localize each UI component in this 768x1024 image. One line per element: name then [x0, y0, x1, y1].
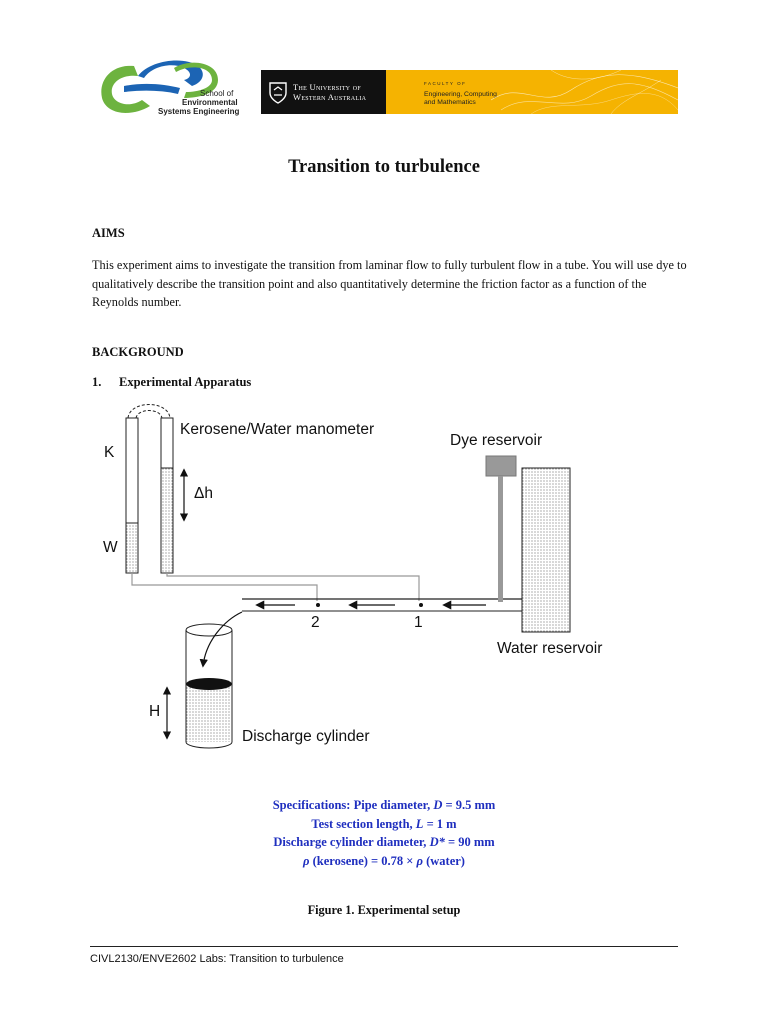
aims-paragraph: This experiment aims to investigate the transition from laminar flow to fully turbulent flow in a tube. You will use dye to qualitatively describe the transition point and also quantitatively determine the friction factor as a function of the Reynolds number.: [92, 258, 687, 309]
spec2-text-a: Test section length,: [311, 817, 416, 831]
subsection-title: Experimental Apparatus: [119, 375, 252, 389]
manometer-connections: [132, 573, 419, 601]
spec4-text-b: (water): [422, 854, 465, 868]
cse-line1: School of: [200, 89, 234, 98]
label-water-reservoir: Water reservoir: [497, 640, 603, 657]
background-heading: BACKGROUND: [92, 345, 184, 359]
label-point-1: 1: [414, 614, 423, 631]
subsection-number: 1.: [92, 375, 102, 389]
uwa-banner: [261, 70, 678, 114]
uwa-line2: Western Australia: [293, 92, 367, 102]
spec2-text-b: = 1 m: [423, 817, 457, 831]
page-footer: CIVL2130/ENVE2602 Labs: Transition to turbulence: [90, 953, 344, 965]
spec3-text-b: = 90 mm: [444, 835, 495, 849]
cse-line3: Systems Engineering: [158, 107, 240, 116]
footer-rule: [90, 946, 678, 947]
label-delta-h: Δh: [194, 485, 213, 502]
figure-caption: Figure 1. Experimental setup: [307, 903, 461, 917]
discharge-cylinder: [167, 612, 242, 748]
cse-logo-text: [158, 89, 240, 116]
spec1-var: D: [433, 798, 443, 812]
spec3-var: D*: [429, 835, 445, 849]
apparatus-diagram: [0, 395, 768, 755]
water-reservoir: [522, 468, 570, 632]
faculty-name: [424, 91, 497, 107]
spec-pipe-diameter: [0, 798, 768, 813]
manometer: [126, 405, 184, 574]
uwa-name: [293, 82, 366, 102]
spec4-rho2: ρ: [416, 854, 423, 868]
uwa-line1: The University of: [293, 82, 362, 92]
dye-reservoir: [486, 456, 516, 602]
label-dye-reservoir: Dye reservoir: [450, 432, 543, 449]
spec3-text-a: Discharge cylinder diameter,: [273, 835, 430, 849]
spec-density-ratio: [0, 854, 768, 869]
faculty-line1: Engineering, Computing: [424, 91, 497, 98]
aims-heading: AIMS: [92, 226, 125, 240]
spec2-var: L: [415, 817, 424, 831]
label-h: H: [149, 703, 161, 720]
banner-wave-pattern: [491, 70, 678, 114]
pressure-tap-2: [316, 603, 320, 607]
pressure-tap-1: [419, 603, 423, 607]
label-k: K: [104, 444, 115, 461]
label-point-2: 2: [311, 614, 320, 631]
test-pipe: [242, 599, 522, 611]
spec-cylinder-diameter: [0, 835, 768, 850]
label-manometer: Kerosene/Water manometer: [180, 421, 375, 438]
uwa-black-panel: [261, 70, 386, 114]
label-discharge-cylinder: Discharge cylinder: [242, 728, 370, 745]
spec1-text-b: = 9.5 mm: [442, 798, 496, 812]
faculty-label: FACULTY OF: [424, 81, 467, 86]
cse-line2: Environmental: [182, 98, 238, 107]
uwa-crest-icon: [268, 81, 288, 105]
document-title: Transition to turbulence: [288, 157, 480, 177]
spec-test-length: [0, 817, 768, 832]
label-w: W: [103, 539, 118, 556]
spec1-text-a: Specifications: Pipe diameter,: [272, 798, 434, 812]
faculty-line2: and Mathematics: [424, 99, 476, 106]
spec4-text-a: (kerosene) = 0.78 ×: [309, 854, 417, 868]
spec4-rho1: ρ: [303, 854, 310, 868]
